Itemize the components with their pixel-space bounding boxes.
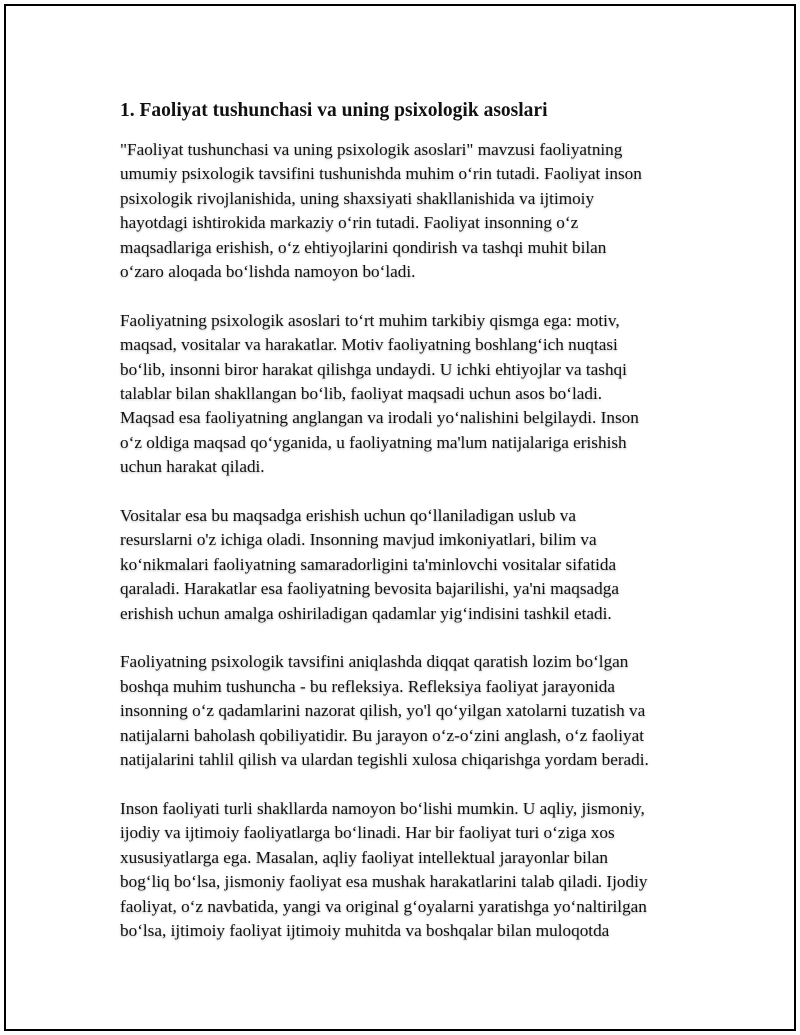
- document-page: [4, 4, 796, 1031]
- paragraph-line: insonning o‘z qadamlarini nazorat qilish, yo'l qo‘yilgan xatolarni tuzatish va: [120, 701, 646, 721]
- paragraph-line: bo‘lsa, ijtimoiy faoliyat ijtimoiy muhitda va boshqalar bilan muloqotda: [120, 920, 610, 940]
- paragraph-line: maqsadlariga erishish, o‘z ehtiyojlarini qondirish va tashqi muhit bilan: [120, 237, 607, 257]
- paragraph-line: umumiy psixologik tavsifini tushunishda muhim o‘rin tutadi. Faoliyat inson: [120, 164, 642, 184]
- paragraph-line: boshqa muhim tushuncha - bu refleksiya. Refleksiya faoliyat jarayonida: [120, 676, 615, 696]
- paragraph-line: uchun harakat qiladi.: [120, 457, 265, 477]
- paragraph-line: Faoliyatning psixologik asoslari to‘rt muhim tarkibiy qismga ega: motiv,: [120, 310, 620, 330]
- paragraph-line: ko‘nikmalari faoliyatning samaradorligini ta'minlovchi vositalar sifatida: [120, 554, 617, 574]
- paragraph-4: [120, 650, 700, 772]
- paragraph-3: [120, 504, 700, 626]
- paragraph-line: resurslarni o'z ichiga oladi. Insonning mavjud imkoniyatlari, bilim va: [120, 530, 597, 550]
- paragraph-line: Vositalar esa bu maqsadga erishish uchun qo‘llaniladigan uslub va: [120, 506, 577, 526]
- paragraph-line: natijalarni baholash qobiliyatidir. Bu jarayon o‘z-o‘zini anglash, o‘z faoliyat: [120, 725, 645, 745]
- paragraph-line: natijalarini tahlil qilish va ulardan tegishli xulosa chiqarishga yordam beradi.: [120, 750, 649, 770]
- paragraph-line: qaraladi. Harakatlar esa faoliyatning bevosita bajarilishi, ya'ni maqsadga: [120, 579, 619, 599]
- paragraph-line: xususiyatlarga ega. Masalan, aqliy faoliyat intellektual jarayonlar bilan: [120, 847, 608, 867]
- paragraph-1: [120, 138, 700, 284]
- paragraph-line: erishish uchun amalga oshiriladigan qadamlar yig‘indisini tashkil etadi.: [120, 603, 612, 623]
- paragraph-2: [120, 309, 700, 480]
- paragraph-line: psixologik rivojlanishida, uning shaxsiyati shakllanishida va ijtimoiy: [120, 188, 595, 208]
- paragraph-line: hayotdagi ishtirokida markaziy o‘rin tutadi. Faoliyat insonning o‘z: [120, 213, 579, 233]
- paragraph-line: bog‘liq bo‘lsa, jismoniy faoliyat esa mushak harakatlarini talab qiladi. Ijodiy: [120, 872, 648, 892]
- paragraph-line: ijodiy va ijtimoiy faoliyatlarga bo‘linadi. Har bir faoliyat turi o‘ziga xos: [120, 823, 615, 843]
- paragraph-line: faoliyat, o‘z navbatida, yangi va original g‘oyalarni yaratishga yo‘naltirilgan: [120, 896, 647, 916]
- paragraph-line: o‘z oldiga maqsad qo‘yganida, u faoliyatning ma'lum natijalariga erishish: [120, 432, 627, 452]
- paragraph-line: bo‘lib, insonni biror harakat qilishga undaydi. U ichki ehtiyojlar va tashqi: [120, 359, 627, 379]
- section-heading: 1. Faoliyat tushunchasi va uning psixologik asoslari: [120, 100, 548, 121]
- paragraph-line: maqsad, vositalar va harakatlar. Motiv faoliyatning boshlang‘ich nuqtasi: [120, 335, 618, 355]
- paragraph-line: Maqsad esa faoliyatning anglangan va irodali yo‘nalishini belgilaydi. Inson: [120, 408, 639, 428]
- paragraph-line: talablar bilan shakllangan bo‘lib, faoliyat maqsadi uchun asos bo‘ladi.: [120, 384, 603, 404]
- paragraph-line: o‘zaro aloqada bo‘lishda namoyon bo‘ladi.: [120, 262, 416, 282]
- paragraph-line: "Faoliyat tushunchasi va uning psixologik asoslari" mavzusi faoliyatning: [120, 140, 623, 159]
- document-body: [120, 97, 700, 968]
- paragraph-5: [120, 797, 700, 943]
- paragraph-line: Inson faoliyati turli shakllarda namoyon bo‘lishi mumkin. U aqliy, jismoniy,: [120, 798, 645, 818]
- paragraph-line: Faoliyatning psixologik tavsifini aniqlashda diqqat qaratish lozim bo‘lgan: [120, 652, 629, 672]
